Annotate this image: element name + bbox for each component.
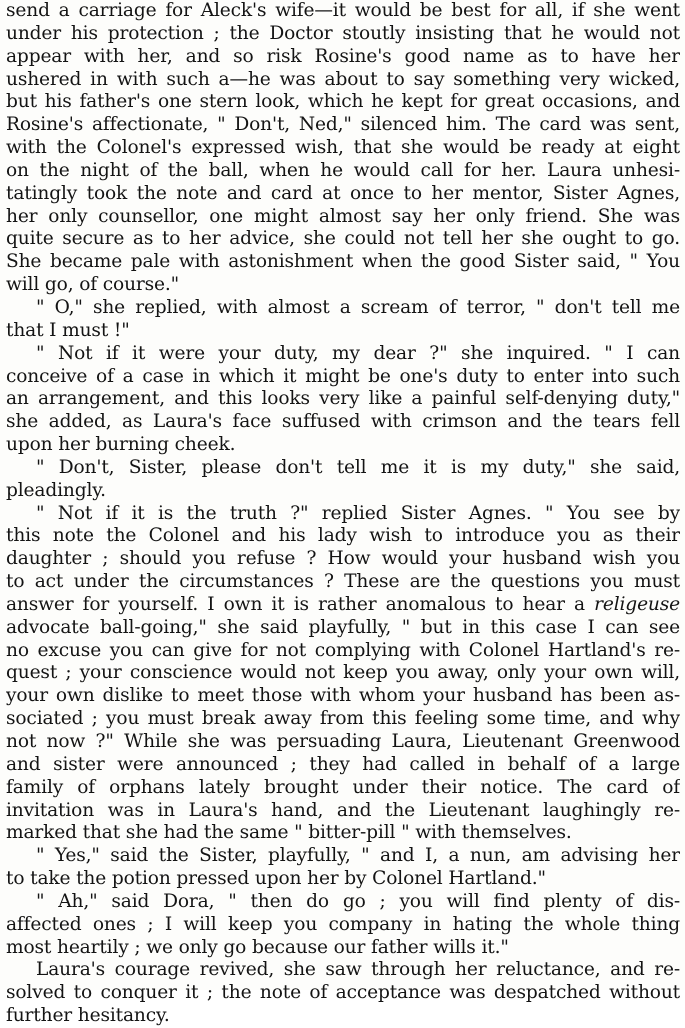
text-line: advocate ball-going," she said playfully, " but in this case I can see <box>6 616 680 638</box>
text-line: invitation was in Laura's hand, and the Lieutenant laughingly re- <box>6 799 680 821</box>
text-line: but his father's one stern look, which he kept for great occasions, and <box>6 91 680 113</box>
text-line <box>6 594 680 617</box>
text-line: sociated ; you must break away from this feeling some time, and why <box>6 708 680 730</box>
text-line: daughter ; should you refuse ? How would your husband wish you <box>6 548 680 570</box>
text-line: " Not if it is the truth ?" replied Sister Agnes. " You see by <box>36 502 680 524</box>
text-line: appear with her, and so risk Rosine's good name as to have her <box>6 45 680 67</box>
text-line: to take the potion pressed upon her by Colonel Hartland." <box>6 868 546 890</box>
text-line: " Ah," said Dora, " then do go ; you will find plenty of dis- <box>36 890 680 912</box>
text-line: with the Colonel's expressed wish, that she would be ready at eight <box>6 137 680 159</box>
text-line: not now ?" While she was persuading Laura, Lieutenant Greenwood <box>6 731 680 752</box>
text-line: solved to conquer it ; the note of acceptance was despatched without <box>6 982 680 1004</box>
text-line: further hesitancy. <box>6 1005 170 1027</box>
text-line: quest ; your conscience would not keep you away, only your own will, <box>6 662 680 684</box>
text-line: family of orphans lately brought under their notice. The card of <box>6 776 680 798</box>
text-line: and sister were announced ; they had called in behalf of a large <box>6 753 680 775</box>
text-line: will go, of course." <box>6 274 180 296</box>
text-line: upon her burning cheek. <box>6 434 236 456</box>
text-line: tatingly took the note and card at once to her mentor, Sister Agnes, <box>6 182 680 204</box>
text-line: marked that she had the same " bitter-pill " with themselves. <box>6 822 572 844</box>
text-line: ushered in with such a—he was about to say something very wicked, <box>6 68 680 90</box>
text-line: that I must !" <box>6 319 130 341</box>
text-line: an arrangement, and this looks very like a painful self-denying duty," <box>6 388 680 410</box>
text-line: " O," she replied, with almost a scream of terror, " don't tell me <box>36 296 680 318</box>
text-line: Rosine's affectionate, " Don't, Ned," silenced him. The card was sent, <box>6 114 680 136</box>
text-line: most heartily ; we only go because our father wills it." <box>6 936 509 958</box>
text-line: to act under the circumstances ? These are the questions you must <box>6 571 680 593</box>
line-text: answer for yourself. I own it is rather anomalous to hear a <box>6 593 585 615</box>
text-line: pleadingly. <box>6 479 106 501</box>
text-line: She became pale with astonishment when the good Sister said, " You <box>6 251 680 273</box>
text-line: she added, as Laura's face suffused with crimson and the tears fell <box>6 411 680 433</box>
text-column <box>6 0 680 1028</box>
text-line: affected ones ; I will keep you company in hating the whole thing <box>6 913 680 935</box>
text-line: quite secure as to her advice, she could not tell her she ought to go. <box>6 228 680 250</box>
text-line: your own dislike to meet those with whom your husband has been as- <box>6 685 680 707</box>
text-line: " Not if it were your duty, my dear ?" she inquired. " I can <box>36 342 680 364</box>
text-line: on the night of the ball, when he would call for her. Laura unhesi- <box>6 159 680 181</box>
text-line: conceive of a case in which it might be one's duty to enter into such <box>6 365 680 387</box>
text-line: under his protection ; the Doctor stoutly insisting that he would not <box>6 22 680 44</box>
text-line: send a carriage for Aleck's wife—it would be best for all, if she went <box>6 0 680 21</box>
text-line: her only counsellor, one might almost say her only friend. She was <box>6 205 680 227</box>
text-line: Laura's courage revived, she saw through her reluctance, and re- <box>36 959 680 981</box>
text-line: " Don't, Sister, please don't tell me it is my duty," she said, <box>36 456 680 478</box>
text-line: this note the Colonel and his lady wish to introduce you as their <box>6 525 680 547</box>
text-line: " Yes," said the Sister, playfully, " and I, a nun, am advising her <box>36 845 680 867</box>
italic-word: religeuse <box>594 593 680 615</box>
text-line: no excuse you can give for not complying with Colonel Hartland's re- <box>6 639 680 661</box>
